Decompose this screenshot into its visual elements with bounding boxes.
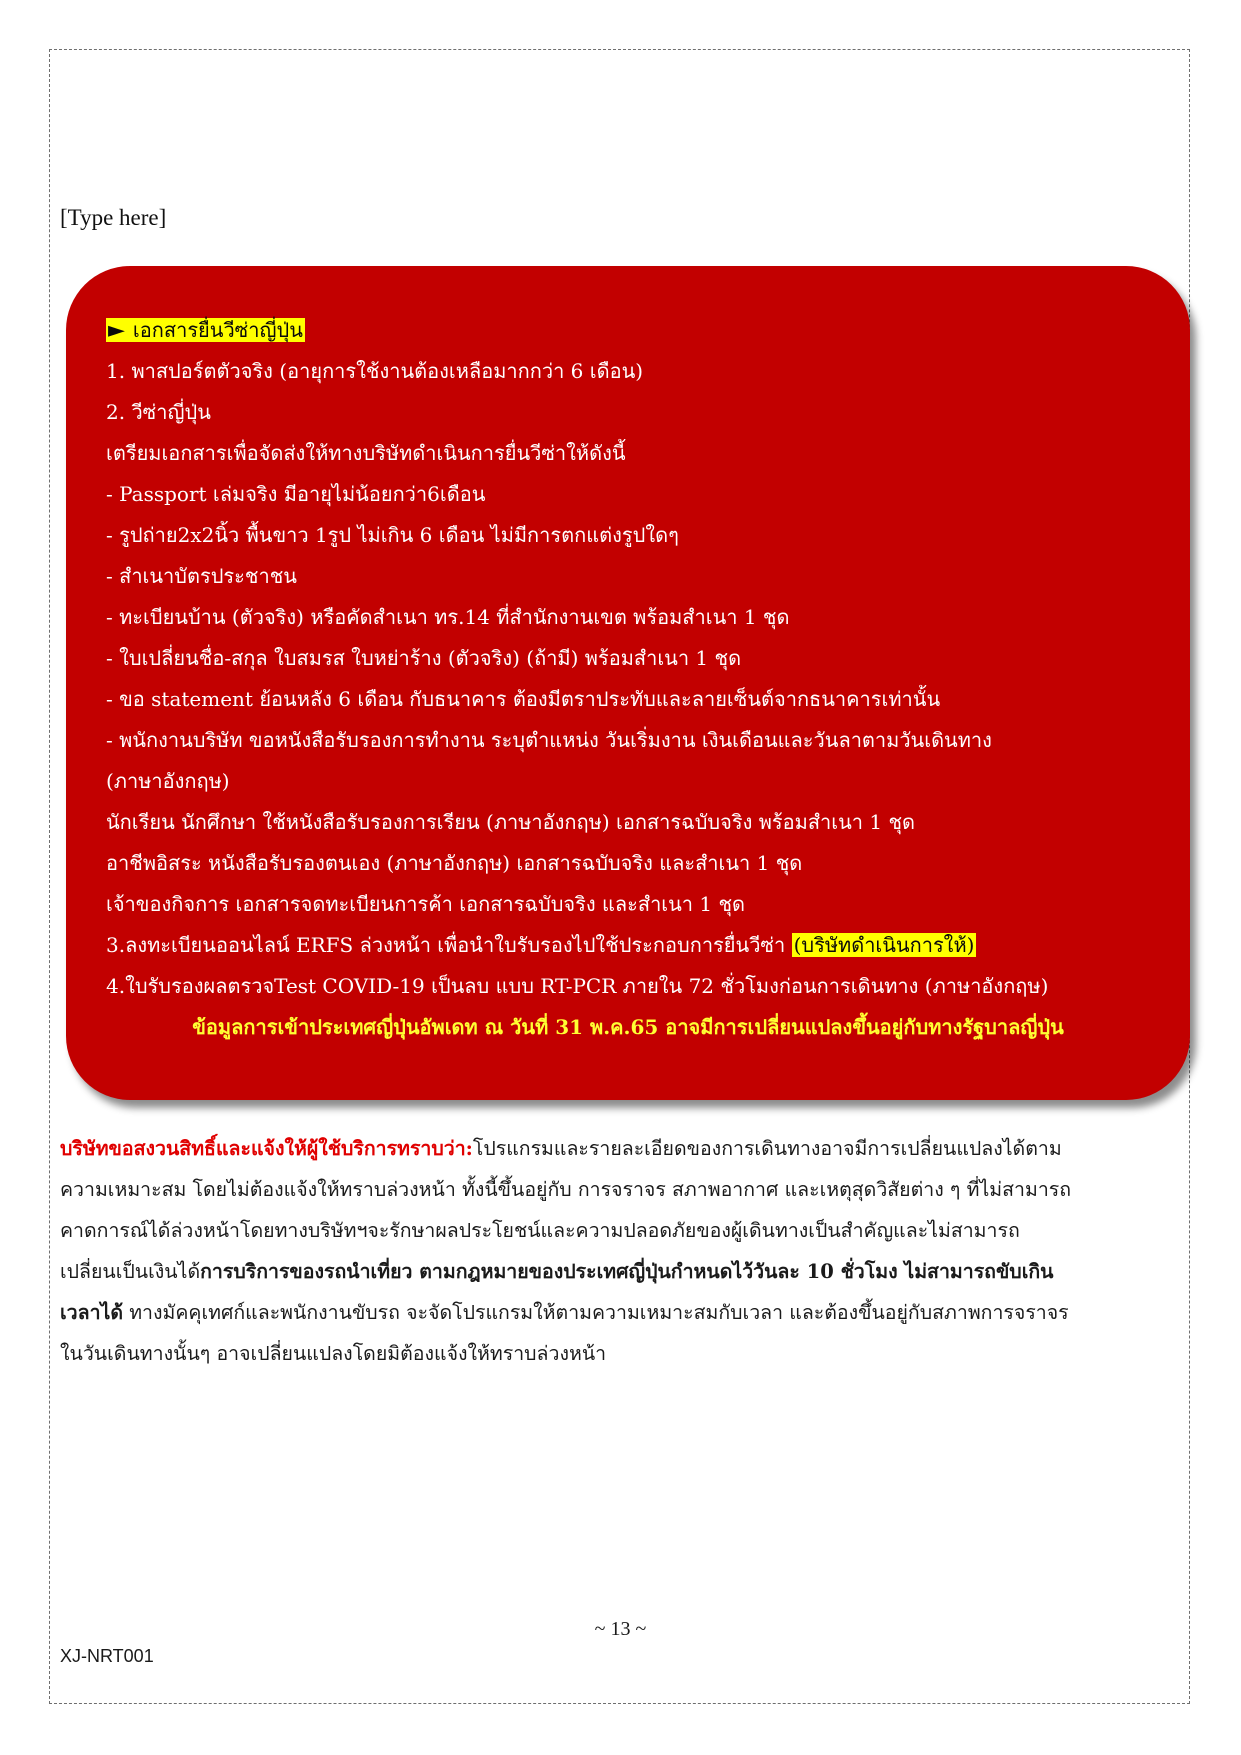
visa-line: - พนักงานบริษัท ขอหนังสือรับรองการทำงาน ระบุตำแหน่ง วันเริ่มงาน เงินเดือนและวันลาตามวันเดินทาง [106,728,992,752]
erfs-line: 3.ลงทะเบียนออนไลน์ ERFS ล่วงหน้า เพื่อนำใบรับรองไปใช้ประกอบการยื่นวีซ่า [106,933,786,957]
visa-line: นักเรียน นักศึกษา ใช้หนังสือรับรองการเรียน (ภาษาอังกฤษ) เอกสารฉบับจริง พร้อมสำเนา 1 ชุด [106,810,916,834]
notice-line: คาดการณ์ได้ล่วงหน้าโดยทางบริษัทฯจะรักษาผลประโยชน์และความปลอดภัยของผู้เดินทางเป็นสำคัญและไม่สามารถ [60,1219,1020,1242]
visa-line: - ทะเบียนบ้าน (ตัวจริง) หรือคัดสำเนา ทร.14 ที่สำนักงานเขต พร้อมสำเนา 1 ชุด [106,605,790,629]
erfs-row [106,925,1150,966]
visa-line: เจ้าของกิจการ เอกสารจดทะเบียนการค้า เอกสารฉบับจริง และสำเนา 1 ชุด [106,892,746,916]
notice-line: ทางมัคคุเทศก์และพนักงานขับรถ จะจัดโปรแกรมให้ตามความเหมาะสมกับเวลา และต้องขึ้นอยู่กับสภาพการจราจร [123,1301,1069,1324]
visa-line: 2. วีซ่าญี่ปุ่น [106,400,211,424]
visa-line: (ภาษาอังกฤษ) [106,769,230,793]
document-code: XJ-NRT001 [60,1646,154,1666]
notice-bold: การบริการของรถนำเที่ยว ตามกฎหมายของประเทศญี่ปุ่นกำหนดไว้วันละ 10 ชั่วโมง ไม่สามารถขับเกิน [200,1260,1054,1283]
header-placeholder: [Type here] [60,205,167,230]
visa-box-title-highlight [106,318,305,342]
play-triangle-icon: ► [108,318,125,343]
covid-line: 4.ใบรับรองผลตรวจTest COVID-19 เป็นลบ แบบ RT-PCR ภายใน 72 ชั่วโมงก่อนการเดินทาง (ภาษาอังกฤษ) [106,974,1049,998]
notice-bold: เวลาได้ [60,1301,123,1324]
visa-line: - Passport เล่มจริง มีอายุไม่น้อยกว่า6เดือน [106,482,486,506]
visa-line: 1. พาสปอร์ตตัวจริง (อายุการใช้งานต้องเหลือมากกว่า 6 เดือน) [106,359,644,383]
visa-box-title: เอกสารยื่นวีซ่าญี่ปุ่น [132,318,303,342]
visa-line: อาชีพอิสระ หนังสือรับรองตนเอง (ภาษาอังกฤษ) เอกสารฉบับจริง และสำเนา 1 ชุด [106,851,803,875]
visa-line: - ใบเปลี่ยนชื่อ-สกุล ใบสมรส ใบหย่าร้าง (ตัวจริง) (ถ้ามี) พร้อมสำเนา 1 ชุด [106,646,742,670]
visa-line: - ขอ statement ย้อนหลัง 6 เดือน กับธนาคาร ต้องมีตราประทับและลายเซ็นต์จากธนาคารเท่านั้น [106,687,941,711]
visa-line: เตรียมเอกสารเพื่อจัดส่งให้ทางบริษัทดำเนินการยื่นวีซ่าให้ดังนี้ [106,441,626,465]
notice-line: เปลี่ยนเป็นเงินได้ [60,1260,201,1283]
visa-documents-box [66,266,1190,1100]
notice-line: ความเหมาะสม โดยไม่ต้องแจ้งให้ทราบล่วงหน้า ทั้งนี้ขึ้นอยู่กับ การจราจร สภาพอากาศ และเหตุสุดวิสัยต่าง ๆ ที่ไม่สามารถ [60,1178,1072,1201]
notice-line: โปรแกรมและรายละเอียดของการเดินทางอาจมีการเปลี่ยนแปลงได้ตาม [472,1137,1062,1160]
visa-line: - รูปถ่าย2x2นิ้ว พื้นขาว 1รูป ไม่เกิน 6 เดือน ไม่มีการตกแต่งรูปใดๆ [106,523,679,547]
terms-notice [60,1128,1180,1374]
visa-update-note: ข้อมูลการเข้าประเทศญี่ปุ่นอัพเดท ณ วันที่ 31 พ.ค.65 อาจมีการเปลี่ยนแปลงขึ้นอยู่กับทางรัฐบาลญี่ปุ่น [192,1015,1064,1039]
visa-line: - สำเนาบัตรประชาชน [106,564,297,588]
erfs-highlight: (บริษัทดำเนินการให้) [793,933,975,957]
notice-line: ในวันเดินทางนั้นๆ อาจเปลี่ยนแปลงโดยมิต้องแจ้งให้ทราบล่วงหน้า [60,1342,607,1365]
page-number: ~ 13 ~ [594,1618,647,1640]
notice-lead: บริษัทขอสงวนสิทธิ์และแจ้งให้ผู้ใช้บริการทราบว่า: [60,1137,473,1160]
visa-box-title-row [106,310,1150,351]
